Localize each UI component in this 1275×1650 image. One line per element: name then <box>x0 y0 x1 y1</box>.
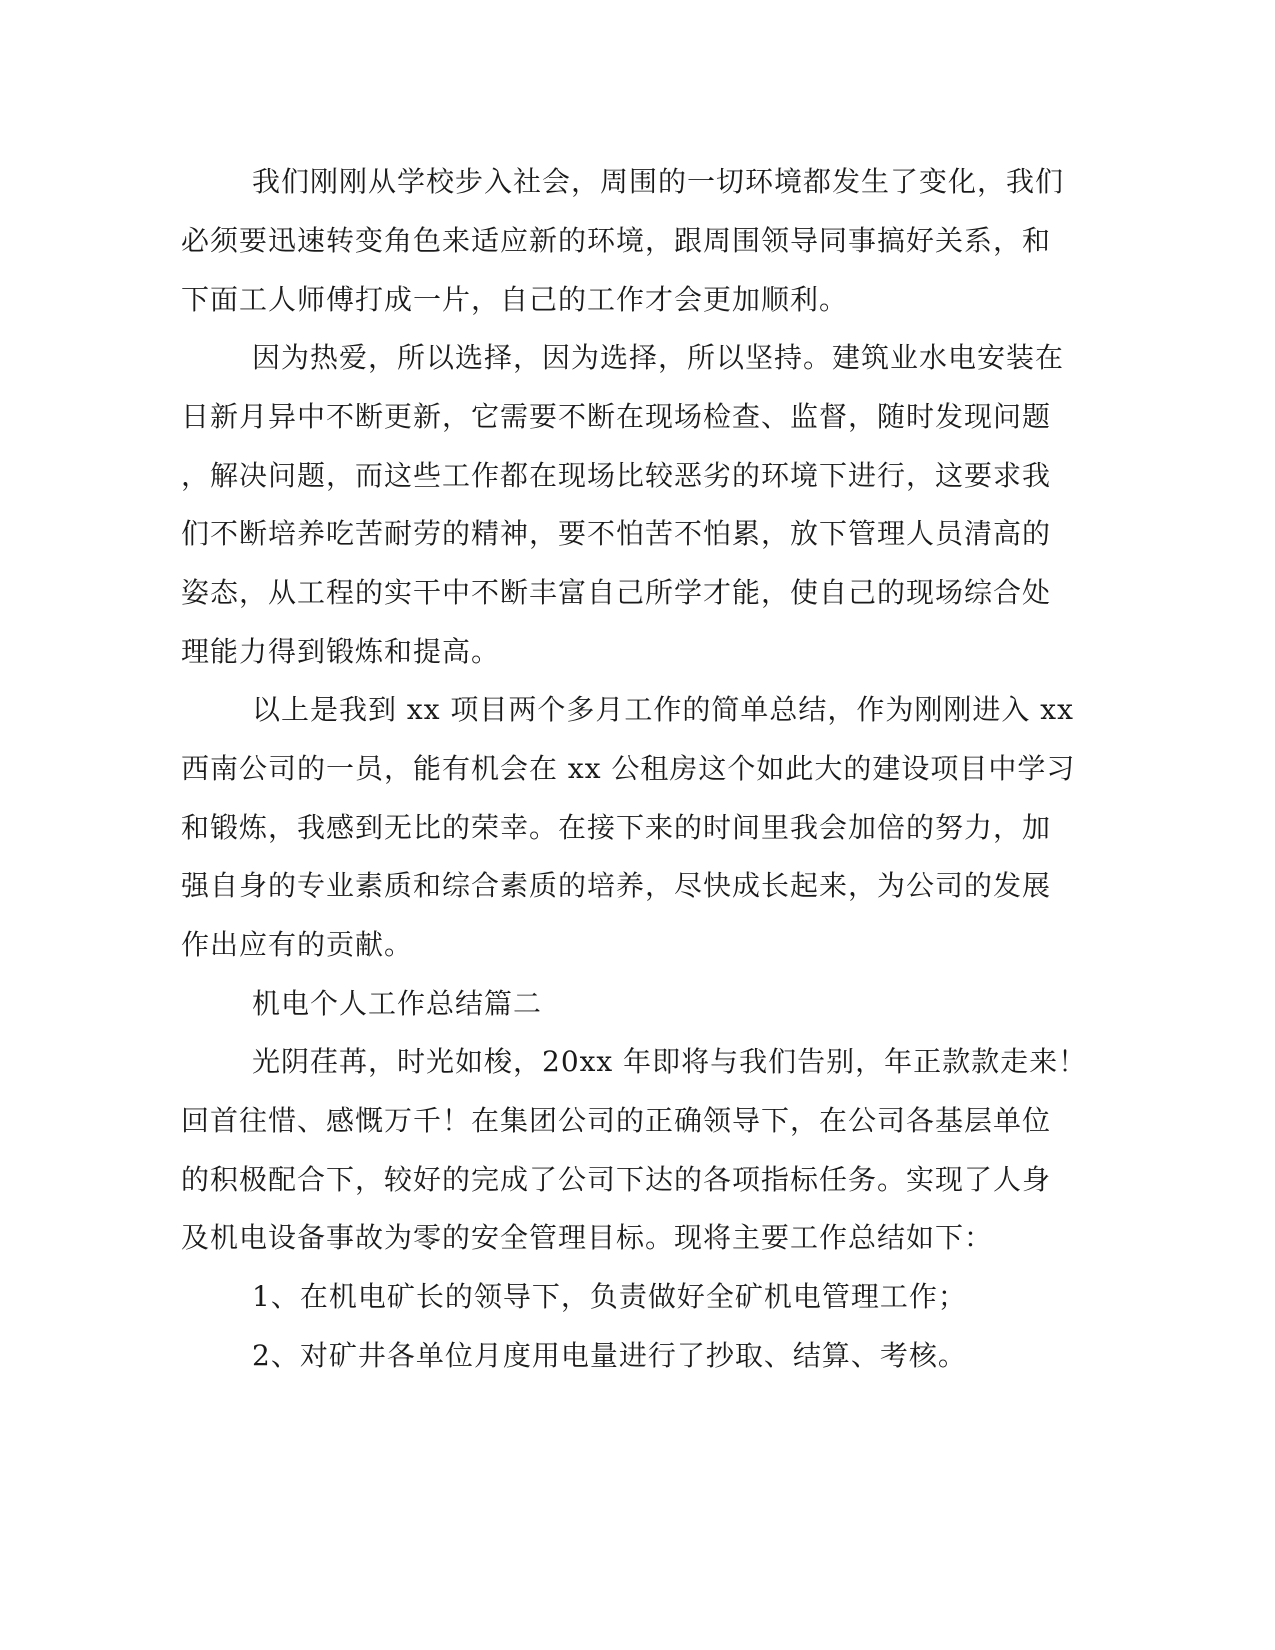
text-line <box>0 1042 1275 1082</box>
text-line <box>0 162 1275 202</box>
text-line <box>0 280 1275 320</box>
list-item <box>0 1336 1275 1376</box>
text-line <box>0 456 1275 496</box>
line-text: 们不断培养吃苦耐劳的精神，要不怕苦不怕累，放下管理人员清高的 <box>181 517 1052 550</box>
text-line <box>0 397 1275 437</box>
text-line <box>0 925 1275 965</box>
line-text: 和锻炼，我感到无比的荣幸。在接下来的时间里我会加倍的努力，加 <box>181 811 1052 844</box>
line-text: 必须要迅速转变角色来适应新的环境，跟周围领导同事搞好关系，和 <box>181 224 1052 257</box>
line-text: ，解决问题，而这些工作都在现场比较恶劣的环境下进行，这要求我 <box>181 459 1052 492</box>
text-line <box>0 1218 1275 1258</box>
list-item <box>0 1277 1275 1317</box>
text-line <box>0 808 1275 848</box>
line-text: 因为热爱，所以选择，因为选择，所以坚持。建筑业水电安装在 <box>252 341 1065 374</box>
text-line <box>0 514 1275 554</box>
text-line <box>0 749 1275 789</box>
line-text: 光阴荏苒，时光如梭，20xx 年即将与我们告别，年正款款走来！ <box>252 1045 1088 1078</box>
text-line <box>0 1101 1275 1141</box>
line-text: 日新月异中不断更新，它需要不断在现场检查、监督，随时发现问题 <box>181 400 1052 433</box>
line-text: 作出应有的贡献。 <box>181 928 414 961</box>
line-text: 强自身的专业素质和综合素质的培养，尽快成长起来，为公司的发展 <box>181 869 1052 902</box>
heading-text: 机电个人工作总结篇二 <box>252 987 543 1020</box>
text-line <box>0 866 1275 906</box>
line-text: 理能力得到锻炼和提高。 <box>181 635 501 668</box>
list-item-text: 1、在机电矿长的领导下，负责做好全矿机电管理工作； <box>252 1280 967 1313</box>
line-text: 回首往惜、感慨万千！在集团公司的正确领导下，在公司各基层单位 <box>181 1104 1052 1137</box>
section-heading <box>0 984 1275 1024</box>
line-text: 的积极配合下，较好的完成了公司下达的各项指标任务。实现了人身 <box>181 1163 1052 1196</box>
text-line <box>0 221 1275 261</box>
text-line <box>0 338 1275 378</box>
line-text: 及机电设备事故为零的安全管理目标。现将主要工作总结如下： <box>181 1221 994 1254</box>
text-line <box>0 632 1275 672</box>
text-line <box>0 1160 1275 1200</box>
line-text: 西南公司的一员，能有机会在 xx 公租房这个如此大的建设项目中学习 <box>181 752 1076 785</box>
line-text: 以上是我到 xx 项目两个多月工作的简单总结，作为刚刚进入 xx <box>252 693 1074 726</box>
list-item-text: 2、对矿井各单位月度用电量进行了抄取、结算、考核。 <box>252 1339 967 1372</box>
line-text: 我们刚刚从学校步入社会，周围的一切环境都发生了变化，我们 <box>252 165 1065 198</box>
line-text: 姿态，从工程的实干中不断丰富自己所学才能，使自己的现场综合处 <box>181 576 1052 609</box>
text-line <box>0 690 1275 730</box>
line-text: 下面工人师傅打成一片，自己的工作才会更加顺利。 <box>181 283 849 316</box>
text-line <box>0 573 1275 613</box>
